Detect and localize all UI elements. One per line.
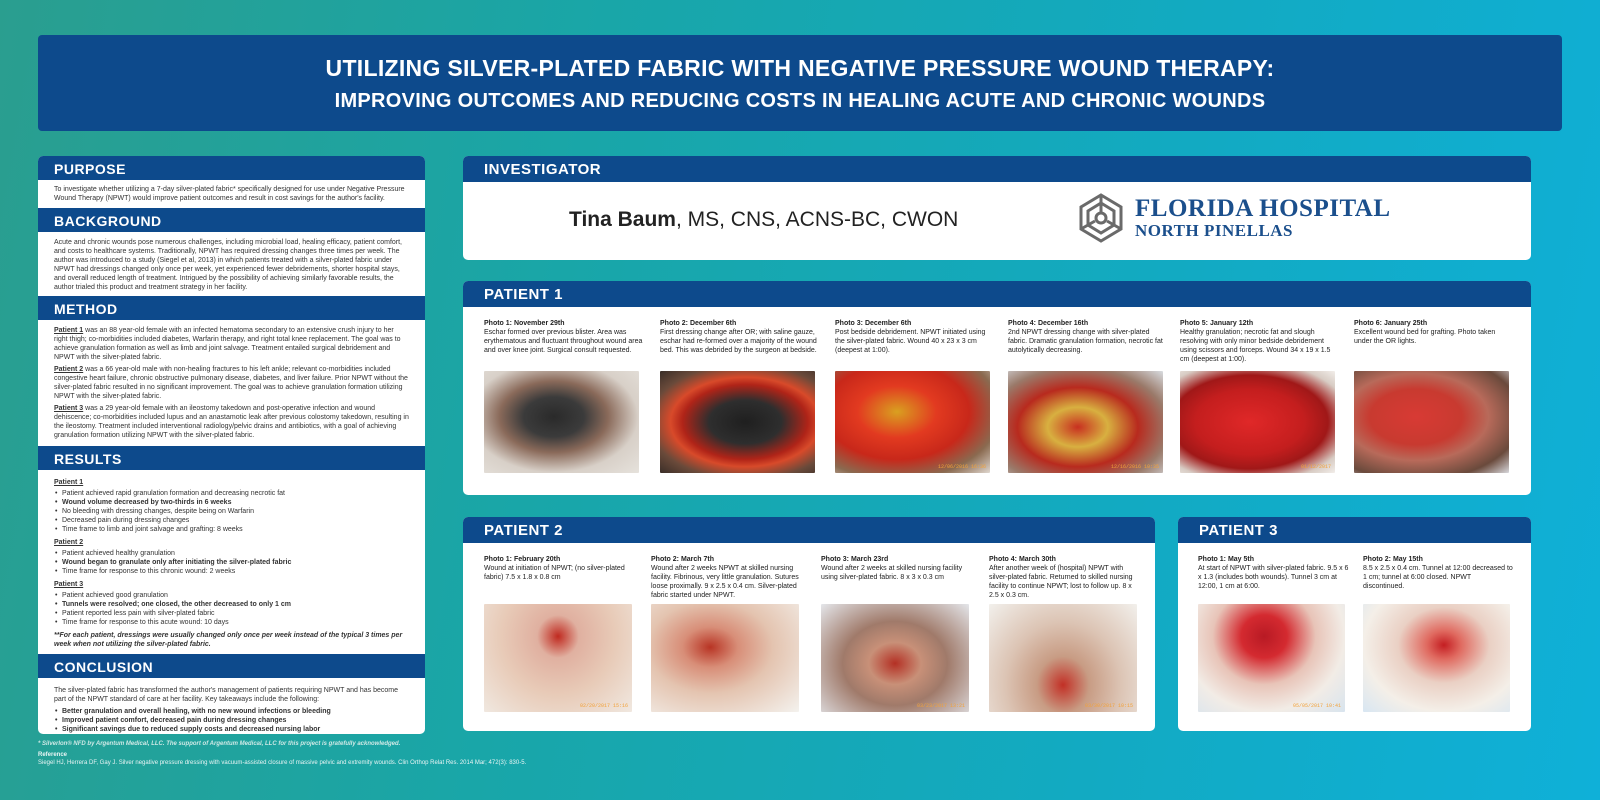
- list-item: • Tunnels were resolved; one closed, the other decreased to only 1 cm: [54, 600, 409, 609]
- patient-2-panel: [463, 517, 1155, 731]
- photo-date-stamp: 03/23/2017 13:21: [916, 703, 965, 709]
- photo-date-stamp: 02/20/2017 15:16: [579, 703, 628, 709]
- results-patient-3-list: [54, 591, 409, 627]
- method-patient-1: Patient 1 was an 88 year-old female with an infected hematoma secondary to an extensive crush injury to her right thigh; co-morbidities included diabetes, Warfarin therapy, and right total knee replacement. The goal was to achieve granulation formation as well as limb and joint salvage. Treatment entailed surgical debridement and NPWT with the silver-plated fabric.: [54, 327, 401, 361]
- list-item: • Patient achieved healthy granulation: [54, 549, 409, 558]
- patient2-photo-1: [484, 604, 632, 712]
- list-item: • Improved patient comfort, decreased pain during dressing changes: [54, 716, 409, 725]
- list-item: • Wound volume decreased by two-thirds in 6 weeks: [54, 498, 409, 507]
- background-heading: BACKGROUND: [38, 208, 425, 232]
- patient-1-heading: PATIENT 1: [463, 281, 1531, 307]
- patient-3-panel: [1178, 517, 1531, 731]
- patient1-photo-2-caption: Photo 2: December 6th First dressing change after OR; with saline gauze, eschar had re-formed over a majority of the wound bed. This was debrided by the surgeon at bedside.: [660, 320, 817, 354]
- florida-hospital-logo: [1075, 192, 1391, 244]
- results-body: [38, 470, 425, 654]
- acknowledgement: * Silverlon® NFD by Argentum Medical, LLC. The support of Argentum Medical, LLC for this project is gratefully acknowledged.: [38, 741, 401, 747]
- patient1-photo-4-caption: Photo 4: December 16th 2nd NPWT dressing change with silver-plated fabric. Dramatic granulation formation, necrotic fat autolytically decreasing.: [1008, 320, 1163, 354]
- patient2-photo-2-caption: Photo 2: March 7th Wound after 2 weeks NPWT at skilled nursing facility. Fibrinous, very little granulation. Sutures loose proximally. 9 x 2.5 x 0.4 cm. Silver-plated fabric started under NPWT.: [651, 556, 799, 599]
- patient1-photo-6: [1354, 371, 1509, 473]
- poster-footer: [38, 740, 526, 767]
- patient3-photo-2: [1363, 604, 1510, 712]
- results-patient-1-label: Patient 1: [54, 479, 84, 486]
- reference-heading: Reference: [38, 752, 68, 758]
- purpose-text: To investigate whether utilizing a 7-day silver-plated fabric* specifically designed for use under Negative Pressure Wound Therapy (NPWT) would improve patient outcomes and result in cost savings for the author's facility.: [54, 186, 405, 202]
- patient1-photo-1-caption: Photo 1: November 29th Eschar formed over previous blister. Area was erythematous and fluctuant throughout wound area and over knee joint. Surgical consult requested.: [484, 320, 643, 354]
- list-item: • Patient achieved rapid granulation formation and decreasing necrotic fat: [54, 489, 409, 498]
- patient-2-heading: PATIENT 2: [463, 517, 1155, 543]
- poster-title-banner: [38, 35, 1562, 131]
- list-item: • Patient achieved good granulation: [54, 591, 409, 600]
- left-column-panel: [38, 156, 425, 734]
- patient3-photo-2-caption: Photo 2: May 15th 8.5 x 2.5 x 0.4 cm. Tunnel at 12:00 decreased to 1 cm; tunnel at 6:00 closed. NPWT discontinued.: [1363, 556, 1513, 590]
- patient-1-panel: [463, 281, 1531, 495]
- photo-date-stamp: 05/05/2017 10:41: [1292, 703, 1341, 709]
- method-heading: METHOD: [38, 296, 425, 320]
- title-line-1: UTILIZING SILVER-PLATED FABRIC WITH NEGATIVE PRESSURE WOUND THERAPY:: [325, 55, 1275, 81]
- patient1-photo-5: [1180, 371, 1335, 473]
- list-item: • Significant savings due to reduced supply costs and decreased nursing labor: [54, 725, 409, 734]
- list-item: • Better granulation and overall healing, with no new wound infections or bleeding: [54, 707, 409, 716]
- conclusion-heading: CONCLUSION: [38, 654, 425, 678]
- patient1-photo-1: [484, 371, 639, 473]
- method-patient-2: Patient 2 was a 66 year-old male with non-healing fractures to his left ankle; relevant co-morbidities included congestive heart failure, chronic obstructive pulmonary disease, diabetes, and liver failure. Prior NPWT without the silver-plated fabric resulted in no significant improvement. The goal was to achieve granulation formation utilizing NPWT with the silver-plated fabric.: [54, 366, 408, 400]
- photo-date-stamp: 12/16/2016 10:35: [1110, 464, 1159, 470]
- results-patient-2-label: Patient 2: [54, 539, 84, 546]
- patient2-photo-3: [821, 604, 969, 712]
- conclusion-text: The silver-plated fabric has transformed the author's management of patients requiring NPWT and has become part of the NPWT standard of care at her facility. Key takeaways include the following:: [54, 687, 398, 703]
- conclusion-list: [54, 707, 409, 734]
- photo-date-stamp: 03/30/2017 10:15: [1084, 703, 1133, 709]
- hospital-logo-icon: [1075, 192, 1127, 244]
- patient3-photo-1: [1198, 604, 1345, 712]
- patient1-photo-3: [835, 371, 990, 473]
- patient2-photo-4-caption: Photo 4: March 30th After another week of (hospital) NPWT with silver-plated fabric. Returned to skilled nursing facility to continue NPWT; lost to follow up. 8 x 2.5 x 0.3 cm.: [989, 556, 1133, 599]
- title-line-2: IMPROVING OUTCOMES AND REDUCING COSTS IN HEALING ACUTE AND CHRONIC WOUNDS: [334, 90, 1266, 112]
- list-item: • Time frame for response to this chronic wound: 2 weeks: [54, 567, 409, 576]
- patient3-photo-1-caption: Photo 1: May 5th At start of NPWT with silver-plated fabric. 9.5 x 6 x 1.3 (includes both wounds). Tunnel 3 cm at 12:00, 1 cm at 6:00.: [1198, 556, 1349, 590]
- photo-date-stamp: 12/06/2016 16:36: [937, 464, 986, 470]
- patient-3-heading: PATIENT 3: [1178, 517, 1531, 543]
- investigator-name: Tina Baum, MS, CNS, ACNS-BC, CWON: [569, 208, 959, 231]
- results-heading: RESULTS: [38, 446, 425, 470]
- photo-date-stamp: 01/12/2017: [1300, 464, 1331, 470]
- patient2-photo-4: [989, 604, 1137, 712]
- patient2-photo-2: [651, 604, 799, 712]
- list-item: • Wound began to granulate only after initiating the silver-plated fabric: [54, 558, 409, 567]
- patient2-photo-3-caption: Photo 3: March 23rd Wound after 2 weeks at skilled nursing facility using silver-plated fabric. 8 x 3 x 0.3 cm: [821, 556, 963, 581]
- patient1-photo-4: [1008, 371, 1163, 473]
- background-text: Acute and chronic wounds pose numerous challenges, including microbial load, healing efficacy, patient comfort, and costs to healthcare systems. Traditionally, NPWT has required dressing changes three times per week. The author was introduced to a study (Siegel et al, 2013) in which patients treated with a silver-plated fabric under NPWT had dressings changed only once per week, yet experienced fewer debridements, shorter hospital stays, and overall reduced length of treatment. Intrigued by the possibility of achieving similarly favorable results, the author trialed this product and treatment strategy in her facility.: [54, 239, 402, 291]
- results-patient-3-label: Patient 3: [54, 581, 84, 588]
- list-item: • Time frame for response to this acute wound: 10 days: [54, 618, 409, 627]
- list-item: • Patient reported less pain with silver-plated fabric: [54, 609, 409, 618]
- logo-line-1: FLORIDA HOSPITAL: [1135, 195, 1391, 222]
- conclusion-body: [38, 678, 425, 734]
- patient1-photo-3-caption: Photo 3: December 6th Post bedside debridement. NPWT initiated using the silver-plated fabric. Wound 40 x 23 x 3 cm (deepest at 1:00).: [835, 320, 986, 354]
- investigator-heading: INVESTIGATOR: [463, 156, 1531, 182]
- method-patient-3: Patient 3 was a 29 year-old female with an ileostomy takedown and post-operative infection and wound dehiscence; co-morbidities included lupus and an anastamotic leak after previous colostomy takedown, resulting in the ileostomy. Treatment included interventional radiology/pelvic drains and antibiotics, with a goal of achieving granulation formation utilizing NPWT with the silver-plated fabric.: [54, 405, 409, 439]
- method-body: [38, 320, 425, 446]
- reference-text: Siegel HJ, Herrera DF, Gay J. Silver negative pressure dressing with vacuum-assisted closure of massive pelvic and extremity wounds. Clin Orthop Relat Res. 2014 Mar; 472(3): 830-5.: [38, 760, 527, 766]
- results-patient-2-list: [54, 549, 409, 576]
- list-item: • Time frame to limb and joint salvage and grafting: 8 weeks: [54, 525, 409, 534]
- purpose-heading: PURPOSE: [38, 156, 425, 180]
- patient1-photo-2: [660, 371, 815, 473]
- results-patient-1-list: [54, 489, 409, 534]
- patient2-photo-1-caption: Photo 1: February 20th Wound at initiation of NPWT; (no silver-plated fabric) 7.5 x 1.8 x 0.8 cm: [484, 556, 625, 581]
- patient1-photo-5-caption: Photo 5: January 12th Healthy granulation; necrotic fat and slough resolving with only minor bedside debridement using scissors and forceps. Wound 34 x 19 x 1.5 cm (deepest at 1:00).: [1180, 320, 1331, 363]
- logo-line-2: NORTH PINELLAS: [1135, 221, 1294, 240]
- investigator-panel: [463, 156, 1531, 260]
- list-item: • Decreased pain during dressing changes: [54, 516, 409, 525]
- results-footnote: **For each patient, dressings were usually changed only once per week instead of the typical 3 times per week when not utilizing the silver-plated fabric.: [54, 632, 403, 648]
- patient1-photo-6-caption: Photo 6: January 25th Excellent wound bed for grafting. Photo taken under the OR lights.: [1354, 320, 1496, 345]
- list-item: • No bleeding with dressing changes, despite being on Warfarin: [54, 507, 409, 516]
